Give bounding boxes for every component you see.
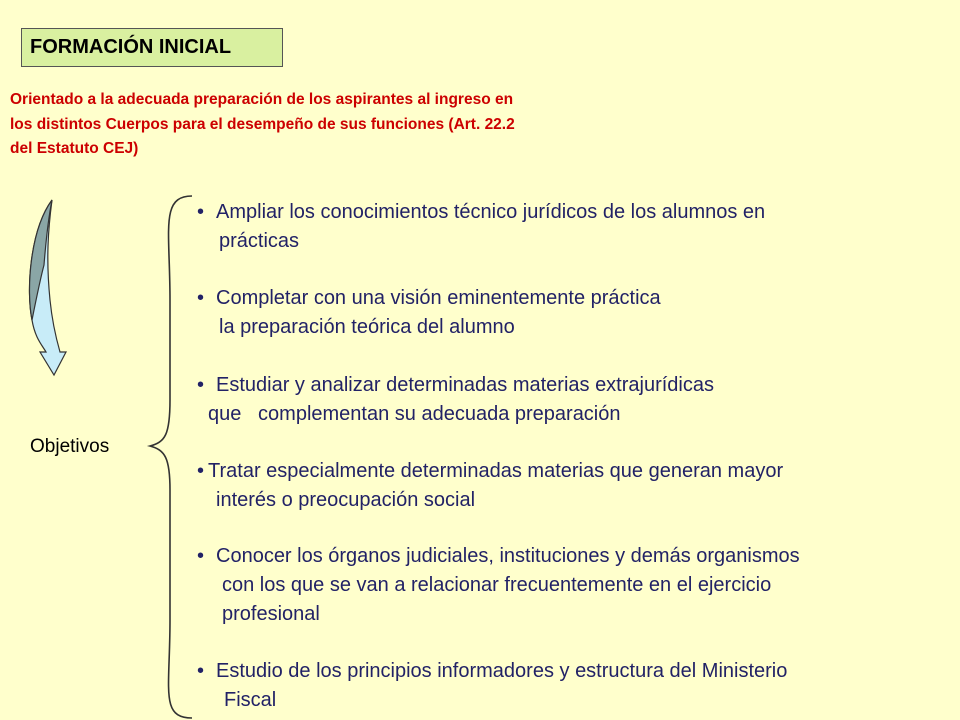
subtitle-line: Orientado a la adecuada preparación de los aspirantes al ingreso en	[10, 91, 514, 108]
subtitle-line: los distintos Cuerpos para el desempeño de sus funciones (Art. 22.2	[10, 115, 515, 133]
list-item-line: Conocer los órganos judiciales, instituciones y demás organismos	[216, 545, 800, 567]
list-item-line: Completar con una visión eminentemente práctica	[216, 287, 661, 309]
list-bullet: •	[197, 201, 205, 223]
list-item-line: la preparación teórica del alumno	[219, 316, 515, 338]
list-bullet: •	[197, 545, 205, 567]
list-item-line: Ampliar los conocimientos técnico jurídicos de los alumnos en	[216, 201, 766, 223]
list-bullet: •	[197, 287, 205, 309]
list-bullet: •	[197, 660, 205, 682]
list-item-line: Tratar especialmente determinadas materias que generan mayor	[208, 460, 784, 482]
objectives-label: Objetivos	[30, 436, 110, 457]
list-bullet: •	[197, 460, 205, 482]
list-item-line: con los que se van a relacionar frecuentemente en el ejercicio	[222, 574, 772, 596]
page-title: FORMACIÓN INICIAL	[21, 28, 283, 67]
list-item-line: que complementan su adecuada preparación	[208, 403, 621, 425]
list-item-line: profesional	[222, 603, 320, 625]
list-item-line: interés o preocupación social	[216, 489, 476, 511]
list-item-line: prácticas	[219, 230, 300, 252]
list-bullet: •	[197, 374, 205, 396]
list-item-line: Estudio de los principios informadores y estructura del Ministerio	[216, 660, 788, 682]
list-item-line: Estudiar y analizar determinadas materias extrajurídicas	[216, 374, 714, 396]
subtitle-line: del Estatuto CEJ)	[10, 140, 139, 157]
list-item-line: Fiscal	[224, 689, 277, 711]
